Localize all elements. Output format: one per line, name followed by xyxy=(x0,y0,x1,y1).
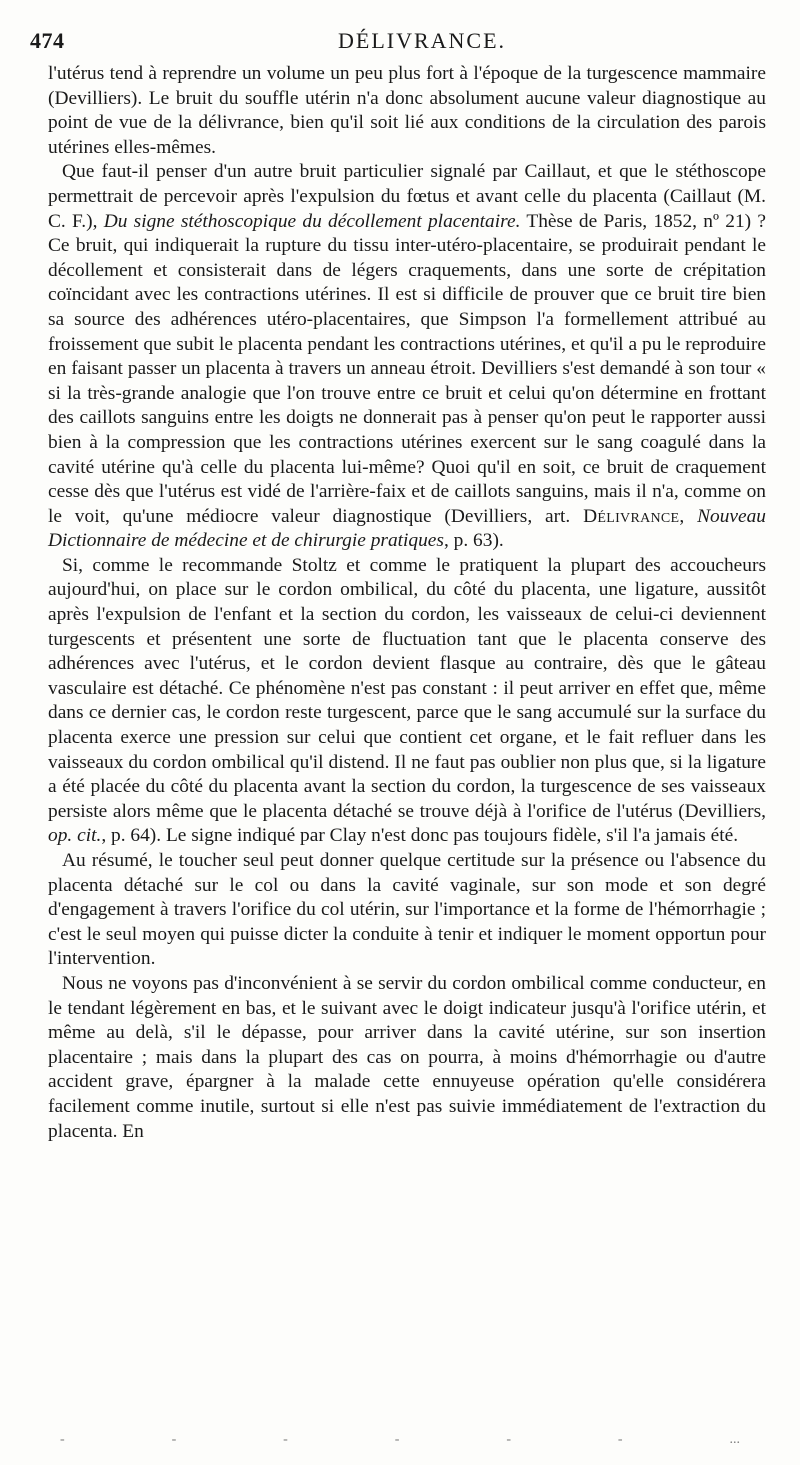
paragraph-3 xyxy=(48,554,766,849)
footer-mark: ... xyxy=(729,1432,740,1447)
paragraph-4: Au résumé, le toucher seul peut donner quelque certitude sur la présence ou l'absence du placenta détaché sur le col ou dans la cavité vaginale, sur son mode et son degré d'engagement à travers l'orifice du col utérin, sur l'importance et la forme de l'hémorrhagie ; c'est le seul moyen qui puisse dicter la conduite à tenir et indiquer le moment opportun pour l'intervention. xyxy=(48,850,766,970)
footer-mark: - xyxy=(60,1432,65,1447)
paragraph-5: Nous ne voyons pas d'inconvénient à se servir du cordon ombilical comme conducteur, en le tendant légèrement en bas, et le suivant avec le doigt indicateur jusqu'à l'orifice utérin, et même au delà, s'il le dépasse, pour arriver dans la cavité utérine, sur son insertion placentaire ; mais dans la plupart des cas on pourra, à moins d'hémorrhagie ou d'autre accident grave, épargner à la malade cette ennuyeuse opération qu'elle considérera facilement comme inutile, surtout si elle n'est pas suivie immédiatement de l'extraction du placenta. En xyxy=(48,972,766,1142)
dictionary-title: Nouveau Dictionnaire de médecine et de chirurgie pratiques xyxy=(48,505,766,552)
paragraph-2 xyxy=(48,160,766,554)
footer-mark: - xyxy=(394,1432,400,1447)
paragraph-1: l'utérus tend à reprendre un volume un peu plus fort à l'époque de la turgescence mammaire (Devilliers). Le bruit du souffle utérin n'a donc absolument aucune valeur diagnostique au point de vue de la délivrance, bien qu'il soit lié aux conditions de la circulation des parois utérines elles-mêmes. xyxy=(48,63,766,158)
footer-mark: - xyxy=(283,1432,288,1447)
footer-mark: - xyxy=(506,1432,511,1447)
body-text xyxy=(48,62,766,1144)
paragraph-2-text-c: , xyxy=(679,505,698,527)
footer-marks xyxy=(60,1432,740,1448)
paragraph-3-text-b: , p. 64). Le signe indiqué par Clay n'est donc pas toujours fidèle, s'il l'a jamais été. xyxy=(101,825,739,847)
footer-mark: - xyxy=(617,1432,623,1447)
paragraph-3-text-a: Si, comme le recommande Stoltz et comme le pratiquent la plupart des accoucheurs aujourd'hui, on place sur le cordon ombilical, du côté du placenta, une ligature, aussitôt après l'expulsion de l'enfant et la section du cordon, les vaisseaux de celui-ci deviennent turgescents et présentent une sorte de fluctuation tant que le placenta conserve des adhérences avec l'utérus, et le cordon devient flasque au contraire, dès que le gâteau vasculaire est détaché. Ce phénomène n'est pas constant : il peut arriver en effet que, même dans ce dernier cas, le cordon reste turgescent, parce que le sang accumulé sur la surface du placenta exerce une pression sur celui que contient cet organe, et le fait refluer dans les vaisseaux du cordon ombilical qu'il distend. Il ne faut pas oublier non plus que, si la ligature a été placée du côté du placenta avant la section du cordon, la turgescence de ses vaisseaux persiste alors même que le placenta détaché se trouve déjà à l'orifice de l'utérus (Devilliers, xyxy=(48,554,766,822)
page-header xyxy=(30,22,766,62)
paragraph-2-text-a: Que faut-il penser d'un autre bruit particulier signalé par Caillaut, et que le stéthoscope permettrait de percevoir après l'expulsion du fœtus et avant celle du placenta (Caillaut (M. C. F.), xyxy=(48,161,766,232)
paragraph-2-text-d: , p. 63). xyxy=(443,530,504,552)
page-number: 474 xyxy=(30,28,65,53)
running-title: DÉLIVRANCE. xyxy=(338,28,507,53)
article-name: Délivrance xyxy=(583,505,680,527)
thesis-title: Du signe stéthoscopique du décollement placentaire. xyxy=(103,210,521,232)
paragraph-2-text-b: Thèse de Paris, 1852, nº 21) ? Ce bruit, qui indiquerait la rupture du tissu inter-utéro-placentaire, se produirait pendant le décollement et consisterait dans de légers craquements, dans une sorte de crépitation coïncidant avec les contractions utérines. Il est si difficile de prouver que ce bruit tire bien sa source des adhérences utéro-placentaires, que Simpson l'a formellement attribué au froissement que subit le placenta pendant les contractions utérines, et qu'il a pu le reproduire en faisant passer un placenta à travers un anneau étroit. Devilliers s'est demandé à son tour « si la très-grande analogie que l'on trouve entre ce bruit et celui qu'on détermine en frottant des caillots sanguins entre les doigts ne donnerait pas à penser qu'on peut le rapporter aussi bien à la compression que les contractions utérines exercent sur le sang coagulé dans la cavité utérine qu'à celle du placenta lui-même? Quoi qu'il en soit, ce bruit de craquement cesse dès que l'utérus est vidé de l'arrière-faix et de caillots sanguins, mais il n'a, comme on le voit, qu'une médiocre valeur diagnostique (Devilliers, art. xyxy=(48,210,766,527)
book-page xyxy=(30,22,766,1144)
op-cit: op. cit. xyxy=(48,825,102,847)
footer-mark: - xyxy=(171,1432,177,1447)
